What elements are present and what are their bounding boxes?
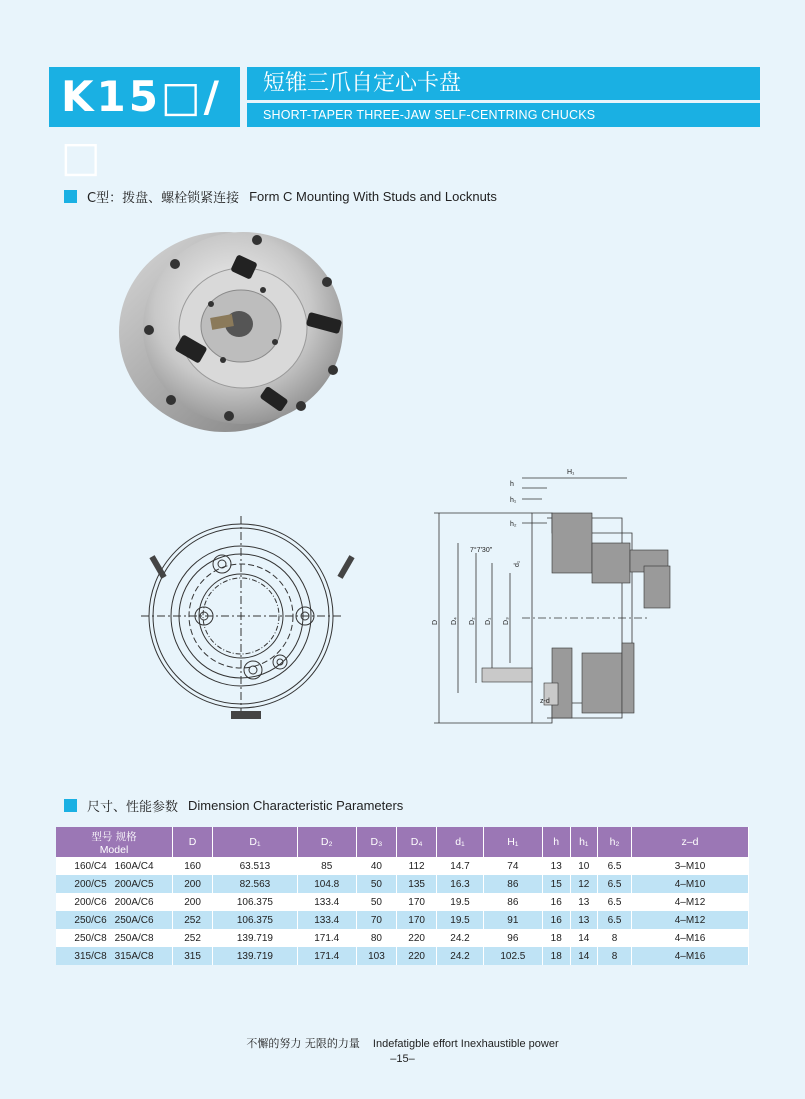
table-cell: 96 (483, 929, 542, 947)
table-cell: 133.4 (297, 911, 356, 929)
table-cell: 63.513 (213, 857, 297, 875)
table-cell: 6.5 (598, 857, 632, 875)
col-header: H₁ (483, 827, 542, 857)
dim-H1: H₁ (567, 469, 575, 476)
table-cell: 160 (173, 857, 213, 875)
section-marker-icon (64, 190, 77, 203)
table-cell: 6.5 (598, 893, 632, 911)
table-cell: 86 (483, 875, 542, 893)
table-cell: 315 (173, 947, 213, 965)
model-code-alt: 200A/C5 (114, 878, 154, 890)
table-cell: 16 (542, 911, 570, 929)
model-code: 315/C8 (74, 950, 107, 962)
table-cell: 24.2 (437, 947, 484, 965)
table-cell: 220 (397, 929, 437, 947)
model-badge: K15□/□ (49, 67, 240, 127)
dim-D3: D₃ (503, 617, 510, 625)
dim-h1: h₁ (510, 497, 517, 504)
table-cell: 220 (397, 947, 437, 965)
table-cell: 13 (570, 893, 598, 911)
footer-slogan-en: Indefatigble effort Inexhaustible power (372, 1038, 559, 1050)
col-header-model (56, 827, 173, 857)
table-cell: 8 (598, 947, 632, 965)
dim-h: h (510, 481, 514, 488)
table-cell: 13 (542, 857, 570, 875)
dim-D2: D₂ (469, 617, 476, 625)
table-cell: 18 (542, 929, 570, 947)
page-number: –15– (390, 1053, 415, 1065)
table-cell: 74 (483, 857, 542, 875)
table-cell: 3–M10 (632, 857, 749, 875)
model-cell (56, 947, 173, 965)
table-cell: 15 (542, 875, 570, 893)
table-cell: 4–M12 (632, 893, 749, 911)
model-cell (56, 911, 173, 929)
table-cell: 106.375 (213, 911, 297, 929)
section-mounting-heading (64, 187, 497, 206)
table-row (56, 875, 749, 893)
model-code: 200/C5 (74, 878, 107, 890)
table-cell: 133.4 (297, 893, 356, 911)
model-code-alt: 250A/C8 (114, 932, 154, 944)
dim-D: D (432, 619, 439, 625)
model-cell (56, 929, 173, 947)
col-header: D₄ (397, 827, 437, 857)
chuck-photo (115, 220, 355, 435)
col-header: z–d (632, 827, 749, 857)
dim-angle: 7°7'30" (470, 547, 493, 554)
spec-table (56, 827, 749, 965)
table-cell: 4–M12 (632, 911, 749, 929)
table-cell: 19.5 (437, 911, 484, 929)
model-cell (56, 893, 173, 911)
table-cell: 16 (542, 893, 570, 911)
table-cell: 104.8 (297, 875, 356, 893)
table-cell: 170 (397, 893, 437, 911)
table-cell: 18 (542, 947, 570, 965)
table-cell: 40 (356, 857, 396, 875)
col-header: D (173, 827, 213, 857)
col-header: D₃ (356, 827, 396, 857)
model-code: 200/C6 (74, 896, 107, 908)
model-code-alt: 200A/C6 (114, 896, 154, 908)
dim-D4: D₄ (451, 617, 458, 625)
table-cell: 4–M10 (632, 875, 749, 893)
table-cell: 4–M16 (632, 947, 749, 965)
table-cell: 170 (397, 911, 437, 929)
dim-d1: d₁ (514, 560, 521, 567)
section-dimensions-label-cn: 尺寸、性能参数 (87, 800, 179, 815)
table-row (56, 857, 749, 875)
section-marker-icon (64, 799, 77, 812)
footer-slogan (0, 1035, 805, 1051)
model-code-alt: 250A/C6 (114, 914, 154, 926)
col-header: h (542, 827, 570, 857)
table-cell: 252 (173, 929, 213, 947)
table-cell: 91 (483, 911, 542, 929)
front-view-drawing (135, 505, 375, 735)
table-cell: 14 (570, 947, 598, 965)
table-cell: 6.5 (598, 875, 632, 893)
col-header: h₂ (598, 827, 632, 857)
side-section-drawing (422, 458, 692, 738)
table-cell: 139.719 (213, 947, 297, 965)
table-cell: 14 (570, 929, 598, 947)
dim-zd: z-d (540, 698, 550, 705)
table-cell: 106.375 (213, 893, 297, 911)
model-cell (56, 875, 173, 893)
table-cell: 80 (356, 929, 396, 947)
col-header: h₁ (570, 827, 598, 857)
section-mounting-label-cn: C型：拨盘、螺栓锁紧连接 (87, 191, 240, 206)
table-cell: 50 (356, 893, 396, 911)
table-cell: 135 (397, 875, 437, 893)
footer-slogan-cn: 不懈的努力 无限的力量 (246, 1037, 360, 1050)
table-row (56, 929, 749, 947)
table-cell: 112 (397, 857, 437, 875)
table-cell: 82.563 (213, 875, 297, 893)
table-cell: 6.5 (598, 911, 632, 929)
table-cell: 8 (598, 929, 632, 947)
title-cn: 短锥三爪自定心卡盘 (247, 67, 760, 100)
model-cell (56, 857, 173, 875)
table-cell: 171.4 (297, 947, 356, 965)
table-cell: 85 (297, 857, 356, 875)
col-header-model-en: Model (99, 843, 129, 856)
table-cell: 103 (356, 947, 396, 965)
table-cell: 70 (356, 911, 396, 929)
table-cell: 102.5 (483, 947, 542, 965)
section-dimensions-label-en: Dimension Characteristic Parameters (188, 798, 404, 813)
table-cell: 171.4 (297, 929, 356, 947)
table-row (56, 893, 749, 911)
table-cell: 200 (173, 875, 213, 893)
table-cell: 24.2 (437, 929, 484, 947)
dim-D1: D₁ (485, 617, 492, 625)
col-header: D₂ (297, 827, 356, 857)
table-cell: 4–M16 (632, 929, 749, 947)
table-cell: 50 (356, 875, 396, 893)
col-header-model-cn: 型号 规格 (91, 830, 137, 843)
table-cell: 252 (173, 911, 213, 929)
table-cell: 10 (570, 857, 598, 875)
table-cell: 200 (173, 893, 213, 911)
table-row (56, 911, 749, 929)
col-header: d₁ (437, 827, 484, 857)
table-cell: 86 (483, 893, 542, 911)
table-cell: 16.3 (437, 875, 484, 893)
model-code: 250/C8 (74, 932, 107, 944)
model-code-alt: 315A/C8 (114, 950, 154, 962)
dim-h2: h₂ (510, 521, 517, 528)
model-code: 160/C4 (74, 860, 107, 872)
table-cell: 12 (570, 875, 598, 893)
table-cell: 13 (570, 911, 598, 929)
title-en: SHORT-TAPER THREE-JAW SELF-CENTRING CHUCKS (247, 103, 760, 127)
section-mounting-label-en: Form C Mounting With Studs and Locknuts (249, 189, 497, 204)
table-header-row (56, 827, 749, 857)
table-cell: 19.5 (437, 893, 484, 911)
model-code: 250/C6 (74, 914, 107, 926)
section-dimensions-heading (64, 796, 403, 815)
col-header: D₁ (213, 827, 297, 857)
table-cell: 139.719 (213, 929, 297, 947)
table-cell: 14.7 (437, 857, 484, 875)
model-code-alt: 160A/C4 (114, 860, 154, 872)
table-row (56, 947, 749, 965)
